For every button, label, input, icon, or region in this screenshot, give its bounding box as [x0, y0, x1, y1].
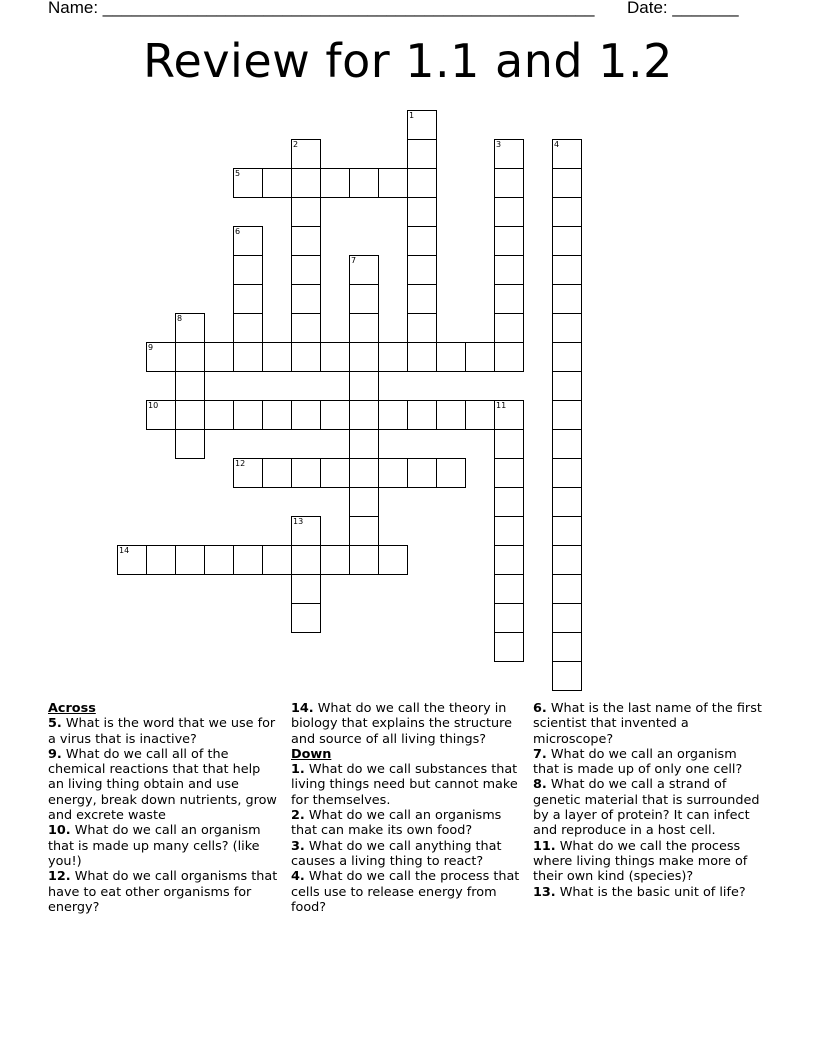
cell-number: 1: [409, 111, 415, 120]
grid-cell[interactable]: [494, 429, 524, 459]
grid-cell[interactable]: [552, 574, 582, 604]
clue-text: What do we call an organism that is made up of only one cell?: [533, 746, 743, 778]
grid-cell[interactable]: [291, 574, 321, 604]
grid-cell[interactable]: [552, 429, 582, 459]
grid-cell[interactable]: [320, 168, 350, 198]
cell-number: 3: [496, 140, 502, 149]
grid-cell[interactable]: [291, 226, 321, 256]
clue-number: 1.: [291, 762, 305, 778]
grid-cell[interactable]: [233, 168, 263, 198]
grid-cell[interactable]: [494, 139, 524, 169]
grid-cell[interactable]: [552, 342, 582, 372]
grid-cell[interactable]: [407, 110, 437, 140]
grid-cell[interactable]: [552, 226, 582, 256]
clue-down-7: [533, 747, 765, 778]
clue-down-2: [291, 808, 527, 839]
grid-cell[interactable]: [349, 545, 379, 575]
clue-number: 8.: [533, 777, 547, 793]
grid-cell[interactable]: [233, 400, 263, 430]
down-heading: Down: [291, 746, 332, 762]
clue-across-5: [48, 716, 280, 747]
grid-cell[interactable]: [436, 400, 466, 430]
grid-cell[interactable]: [204, 400, 234, 430]
clue-text: What is the word that we use for a virus that is inactive?: [48, 716, 276, 747]
clue-number: 3.: [291, 838, 305, 854]
cell-number: 5: [235, 169, 241, 178]
clue-number: 5.: [48, 716, 62, 732]
clue-number: 10.: [48, 823, 71, 839]
grid-cell[interactable]: [175, 313, 205, 343]
grid-cell[interactable]: [175, 342, 205, 372]
clue-down-13: [533, 885, 765, 900]
clue-down-1: [291, 762, 527, 808]
grid-cell[interactable]: [436, 342, 466, 372]
grid-cell[interactable]: [378, 545, 408, 575]
grid-cell[interactable]: [552, 516, 582, 546]
grid-cell[interactable]: [146, 342, 176, 372]
grid-cell[interactable]: [204, 545, 234, 575]
grid-cell[interactable]: [349, 458, 379, 488]
grid-cell[interactable]: [349, 371, 379, 401]
clue-across-9: [48, 747, 280, 823]
grid-cell[interactable]: [494, 313, 524, 343]
clue-number: 6.: [533, 701, 547, 716]
grid-cell[interactable]: [291, 342, 321, 372]
clue-text: What do we call an organism that is made up many cells? (like you!): [48, 823, 261, 869]
grid-cell[interactable]: [552, 458, 582, 488]
grid-cell[interactable]: [552, 371, 582, 401]
grid-cell[interactable]: [349, 487, 379, 517]
grid-cell[interactable]: [291, 545, 321, 575]
grid-cell[interactable]: [407, 342, 437, 372]
grid-cell[interactable]: [378, 342, 408, 372]
grid-cell[interactable]: [552, 284, 582, 314]
grid-cell[interactable]: [552, 255, 582, 285]
cell-number: 7: [351, 256, 357, 265]
cell-number: 14: [119, 546, 130, 555]
clues-column-1: [48, 701, 280, 915]
grid-cell[interactable]: [494, 458, 524, 488]
grid-cell[interactable]: [117, 545, 147, 575]
grid-cell[interactable]: [494, 516, 524, 546]
grid-cell[interactable]: [407, 197, 437, 227]
grid-cell[interactable]: [494, 400, 524, 430]
grid-cell[interactable]: [407, 284, 437, 314]
grid-cell[interactable]: [494, 545, 524, 575]
clue-across-14: [291, 701, 527, 747]
grid-cell[interactable]: [436, 458, 466, 488]
grid-cell[interactable]: [233, 226, 263, 256]
cell-number: 10: [148, 401, 159, 410]
clue-down-6: [533, 701, 765, 747]
grid-cell[interactable]: [552, 661, 582, 691]
name-field[interactable]: Name: ____________________________________________________: [48, 0, 595, 17]
grid-cell[interactable]: [175, 429, 205, 459]
grid-cell[interactable]: [262, 168, 292, 198]
grid-cell[interactable]: [291, 139, 321, 169]
clue-text: What do we call substances that living things need but cannot make for themselves.: [291, 762, 518, 808]
grid-cell[interactable]: [378, 168, 408, 198]
grid-cell[interactable]: [552, 603, 582, 633]
grid-cell[interactable]: [494, 197, 524, 227]
cell-number: 6: [235, 227, 241, 236]
grid-cell[interactable]: [233, 342, 263, 372]
clue-text: What is the basic unit of life?: [559, 884, 746, 900]
grid-cell[interactable]: [349, 168, 379, 198]
grid-cell[interactable]: [320, 342, 350, 372]
clue-text: What do we call all of the chemical reactions that that help an living thing obtain and use energy, break down nutrients, grow and excrete waste: [48, 746, 277, 824]
grid-cell[interactable]: [233, 313, 263, 343]
grid-cell[interactable]: [407, 313, 437, 343]
clues-column-2: [291, 701, 527, 915]
grid-cell[interactable]: [262, 545, 292, 575]
grid-cell[interactable]: [552, 168, 582, 198]
cell-number: 13: [293, 517, 304, 526]
grid-cell[interactable]: [175, 400, 205, 430]
grid-cell[interactable]: [291, 313, 321, 343]
clues-column-3: [533, 701, 765, 900]
cell-number: 11: [496, 401, 507, 410]
clue-down-3: [291, 839, 527, 870]
cell-number: 2: [293, 140, 299, 149]
grid-cell[interactable]: [291, 168, 321, 198]
grid-cell[interactable]: [494, 603, 524, 633]
grid-cell[interactable]: [378, 400, 408, 430]
clue-text: What do we call the process where living things make more of their own kind (species)?: [533, 838, 748, 885]
grid-cell[interactable]: [552, 487, 582, 517]
clue-across-12: [48, 869, 280, 915]
grid-cell[interactable]: [233, 545, 263, 575]
cell-number: 8: [177, 314, 183, 323]
clue-text: What do we call a strand of genetic material that is surrounded by a layer of protein? It can infect and reproduce in a host cell.: [533, 777, 760, 839]
grid-cell[interactable]: [291, 284, 321, 314]
grid-cell[interactable]: [291, 255, 321, 285]
grid-cell[interactable]: [494, 574, 524, 604]
grid-cell[interactable]: [233, 284, 263, 314]
grid-cell[interactable]: [291, 516, 321, 546]
grid-cell[interactable]: [407, 255, 437, 285]
grid-cell[interactable]: [494, 342, 524, 372]
cell-number: 4: [554, 140, 560, 149]
grid-cell[interactable]: [349, 429, 379, 459]
clue-number: 9.: [48, 746, 62, 762]
grid-cell[interactable]: [291, 458, 321, 488]
clue-text: What do we call the process that cells use to release energy from food?: [291, 869, 520, 915]
clue-number: 2.: [291, 808, 305, 824]
grid-cell[interactable]: [262, 342, 292, 372]
clue-across-10: [48, 823, 280, 869]
grid-cell[interactable]: [262, 458, 292, 488]
clue-text: What is the last name of the first scientist that invented a microscope?: [533, 701, 762, 747]
grid-cell[interactable]: [407, 400, 437, 430]
grid-cell[interactable]: [291, 400, 321, 430]
grid-cell[interactable]: [175, 545, 205, 575]
cell-number: 12: [235, 459, 246, 468]
grid-cell[interactable]: [378, 458, 408, 488]
grid-cell[interactable]: [494, 255, 524, 285]
grid-cell[interactable]: [233, 255, 263, 285]
grid-cell[interactable]: [494, 487, 524, 517]
grid-cell[interactable]: [349, 400, 379, 430]
grid-cell[interactable]: [146, 400, 176, 430]
grid-cell[interactable]: [291, 603, 321, 633]
grid-cell[interactable]: [349, 313, 379, 343]
grid-cell[interactable]: [146, 545, 176, 575]
grid-cell[interactable]: [349, 284, 379, 314]
grid-cell[interactable]: [407, 226, 437, 256]
grid-cell[interactable]: [349, 255, 379, 285]
grid-cell[interactable]: [320, 400, 350, 430]
grid-cell[interactable]: [494, 168, 524, 198]
grid-cell[interactable]: [233, 458, 263, 488]
grid-cell[interactable]: [552, 400, 582, 430]
grid-cell[interactable]: [204, 342, 234, 372]
clue-text: What do we call an organisms that can make its own food?: [291, 808, 502, 839]
grid-cell[interactable]: [407, 139, 437, 169]
clue-text: What do we call the theory in biology that explains the structure and source of all living things?: [291, 701, 512, 747]
grid-cell[interactable]: [552, 313, 582, 343]
clue-down-11: [533, 839, 765, 885]
clue-number: 13.: [533, 884, 556, 900]
clue-down-8: [533, 777, 765, 838]
grid-cell[interactable]: [494, 284, 524, 314]
grid-cell[interactable]: [407, 458, 437, 488]
clue-down-4: [291, 869, 527, 915]
grid-cell[interactable]: [175, 371, 205, 401]
clue-number: 7.: [533, 746, 547, 762]
clue-text: What do we call anything that causes a living thing to react?: [291, 838, 502, 869]
page-title: Review for 1.1 and 1.2: [143, 34, 673, 88]
clue-number: 11.: [533, 838, 556, 854]
grid-cell[interactable]: [552, 139, 582, 169]
grid-cell[interactable]: [291, 197, 321, 227]
grid-cell[interactable]: [320, 458, 350, 488]
grid-cell[interactable]: [552, 545, 582, 575]
grid-cell[interactable]: [262, 400, 292, 430]
grid-cell[interactable]: [465, 342, 495, 372]
grid-cell[interactable]: [465, 400, 495, 430]
grid-cell[interactable]: [552, 632, 582, 662]
clue-number: 12.: [48, 869, 71, 885]
grid-cell[interactable]: [349, 342, 379, 372]
cell-number: 9: [148, 343, 154, 352]
grid-cell[interactable]: [407, 168, 437, 198]
grid-cell[interactable]: [494, 632, 524, 662]
grid-cell[interactable]: [349, 516, 379, 546]
clue-number: 4.: [291, 869, 305, 885]
date-field[interactable]: Date: _______: [627, 0, 739, 17]
grid-cell[interactable]: [552, 197, 582, 227]
clue-text: What do we call organisms that have to eat other organisms for energy?: [48, 869, 278, 915]
grid-cell[interactable]: [494, 226, 524, 256]
grid-cell[interactable]: [320, 545, 350, 575]
clue-number: 14.: [291, 701, 314, 716]
across-heading: Across: [48, 701, 96, 716]
